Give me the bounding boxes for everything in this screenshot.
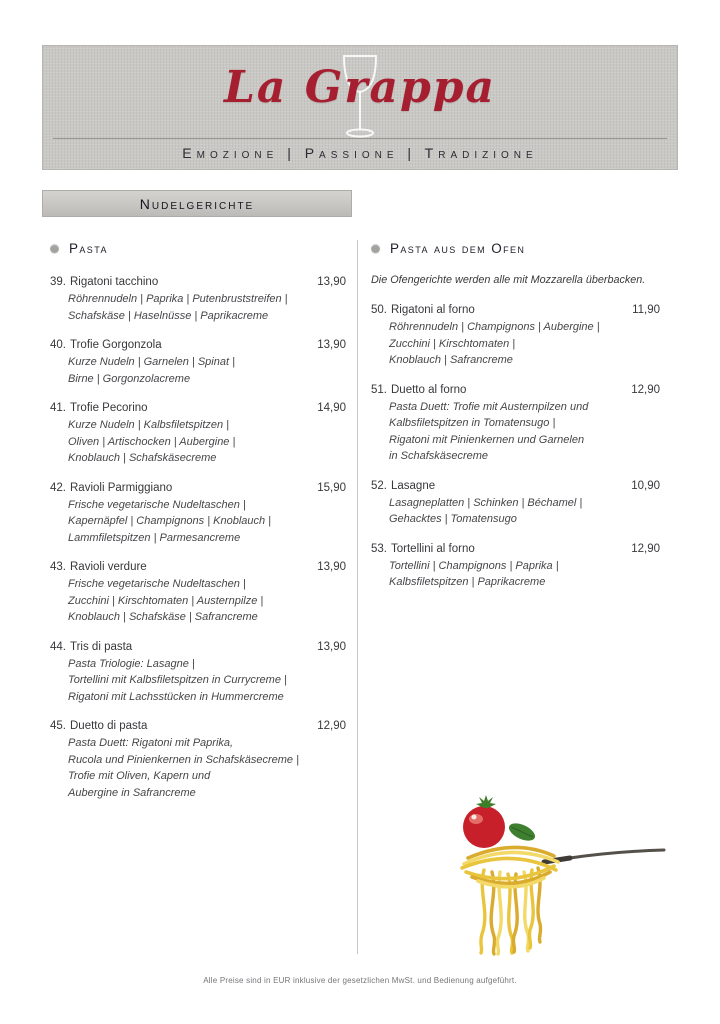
menu-item-head	[50, 639, 346, 656]
item-description-line: Kalbsfiletspitzen in Tomatensugo |	[389, 417, 556, 429]
item-name: Lasagne	[391, 479, 436, 492]
item-name: Tortellini al forno	[391, 542, 475, 555]
item-price: 13,90	[317, 276, 346, 288]
item-price: 12,90	[317, 720, 346, 732]
item-description-line: Kalbsfiletspitzen | Paprikacreme	[389, 576, 546, 588]
menu-item-head	[371, 382, 660, 399]
item-description	[50, 497, 346, 547]
item-name: Rigatoni al forno	[391, 304, 475, 316]
item-description-line: Röhrennudeln | Champignons | Aubergine |	[389, 321, 600, 333]
item-description-line: Röhrennudeln | Paprika | Putenbruststreifen |	[68, 293, 288, 305]
oven-note: Die Ofengerichte werden alle mit Mozzarella überbacken.	[371, 274, 646, 286]
item-description	[371, 399, 660, 465]
menu-item	[50, 337, 346, 387]
item-number: 44.	[50, 640, 66, 653]
pasta-column-title: Pasta	[69, 240, 108, 256]
menu-item-head	[371, 302, 660, 319]
menu-item	[50, 400, 346, 467]
item-number: 40.	[50, 339, 66, 351]
item-description-line: in Schafskäsecreme	[389, 450, 489, 462]
item-description-line: Frische vegetarische Nudeltaschen |	[68, 498, 246, 511]
item-title	[371, 541, 475, 558]
item-description-line: Trofie mit Oliven, Kapern und	[68, 770, 211, 782]
restaurant-banner	[42, 45, 678, 170]
menu-item-head	[50, 400, 346, 417]
price-disclaimer: Alle Preise sind in EUR inklusive der gesetzlichen MwSt. und Bedienung aufgeführt.	[203, 976, 517, 985]
menu-item	[50, 480, 346, 547]
menu-item-head	[371, 478, 660, 495]
item-description	[50, 417, 346, 467]
item-name: Duetto di pasta	[70, 720, 148, 732]
oven-item-list	[371, 302, 660, 591]
item-title	[371, 478, 435, 495]
restaurant-logo: La Grappa	[223, 62, 497, 113]
item-number: 51.	[371, 383, 387, 396]
item-description-line: Knoblauch | Schafskäse | Safrancreme	[68, 611, 258, 623]
item-description	[371, 319, 660, 369]
section-title: Nudelgerichte	[139, 195, 255, 212]
menu-item	[50, 274, 346, 324]
item-title	[50, 559, 147, 576]
item-description	[50, 656, 346, 706]
item-number: 45.	[50, 720, 66, 732]
item-description-line: Oliven | Artischocken | Aubergine |	[68, 435, 236, 448]
item-description-line: Kurze Nudeln | Garnelen | Spinat |	[68, 356, 235, 368]
item-title	[50, 718, 147, 735]
item-description	[371, 558, 660, 591]
oven-column-title: Pasta aus dem Ofen	[390, 240, 526, 256]
menu-item-head	[50, 718, 346, 735]
item-description-line: Frische vegetarische Nudeltaschen |	[68, 578, 246, 590]
item-price: 14,90	[317, 402, 346, 414]
item-description-line: Pasta Triologie: Lasagne |	[68, 657, 195, 670]
bullet-dot-icon	[371, 244, 380, 253]
menu-item-head	[50, 337, 346, 354]
item-description-line: Kapernäpfel | Champignons | Knoblauch |	[68, 515, 272, 527]
item-description-line: Aubergine in Safrancreme	[68, 786, 196, 799]
menu-item	[50, 639, 346, 706]
oven-pasta-column	[371, 240, 660, 954]
item-title	[371, 382, 466, 399]
item-name: Trofie Pecorino	[70, 402, 148, 414]
item-description-line: Lammfiletspitzen | Parmesancreme	[68, 531, 241, 544]
item-number: 39.	[50, 276, 66, 288]
menu-item	[371, 382, 660, 465]
item-description-line: Pasta Duett: Rigatoni mit Paprika,	[68, 737, 234, 749]
menu-item-head	[50, 559, 346, 576]
menu-item	[371, 478, 660, 528]
item-price: 13,90	[317, 339, 346, 351]
item-name: Trofie Gorgonzola	[70, 339, 162, 351]
item-name: Duetto al forno	[391, 383, 467, 396]
item-description	[50, 576, 346, 626]
item-description-line: Schafskäse | Haselnüsse | Paprikacreme	[68, 309, 269, 322]
item-description-line: Rigatoni mit Pinienkernen und Garnelen	[389, 433, 585, 446]
pasta-column	[50, 240, 346, 954]
item-description-line: Pasta Duett: Trofie mit Austernpilzen und	[389, 400, 589, 413]
item-description-line: Zucchini | Kirschtomaten | Austernpilze |	[68, 594, 264, 607]
item-name: Ravioli verdure	[70, 561, 147, 573]
item-price: 11,90	[632, 304, 660, 316]
item-description-line: Kurze Nudeln | Kalbsfiletspitzen |	[68, 419, 230, 431]
item-price: 15,90	[317, 481, 346, 494]
menu-item	[371, 541, 660, 591]
oven-column-header	[371, 240, 660, 256]
menu-item-head	[50, 480, 346, 497]
item-description-line: Tortellini mit Kalbsfiletspitzen in Currycreme |	[68, 674, 287, 686]
item-description-line: Rucola und Pinienkernen in Schafskäsecreme |	[68, 753, 299, 766]
item-price: 13,90	[317, 561, 346, 573]
item-title	[50, 480, 172, 497]
spaghetti-fork-illustration	[426, 792, 666, 962]
item-number: 43.	[50, 561, 66, 573]
item-number: 52.	[371, 479, 387, 492]
menu-item	[50, 718, 346, 801]
item-price: 10,90	[631, 479, 660, 492]
item-price: 13,90	[317, 640, 346, 653]
item-title	[50, 639, 132, 656]
item-title	[50, 337, 162, 354]
item-number: 42.	[50, 481, 66, 494]
item-description	[50, 291, 346, 324]
menu-item	[371, 302, 660, 369]
item-description	[50, 354, 346, 387]
item-description	[371, 495, 660, 528]
pasta-column-header	[50, 240, 346, 256]
pasta-item-list	[50, 274, 346, 801]
restaurant-tagline: Emozione | Passione | Tradizione	[182, 145, 538, 161]
item-description-line: Birne | Gorgonzolacreme	[68, 372, 191, 385]
item-description-line: Gehacktes | Tomatensugo	[389, 513, 517, 525]
item-name: Tris di pasta	[70, 640, 133, 653]
item-description-line: Tortellini | Champignons | Paprika |	[389, 559, 559, 572]
item-description-line: Zucchini | Kirschtomaten |	[389, 337, 516, 350]
item-description-line: Knoblauch | Schafskäsecreme	[68, 452, 217, 464]
item-description-line: Rigatoni mit Lachsstücken in Hummercreme	[68, 690, 284, 703]
menu-item	[50, 559, 346, 626]
item-title	[50, 400, 148, 417]
menu-item-head	[50, 274, 346, 291]
menu-item-head	[371, 541, 660, 558]
item-price: 12,90	[631, 542, 660, 555]
menu-columns	[50, 240, 660, 954]
item-name: Rigatoni tacchino	[70, 276, 159, 288]
item-price: 12,90	[631, 383, 660, 396]
banner-divider-line	[53, 138, 667, 139]
item-description	[50, 735, 346, 801]
section-title-bar	[42, 190, 352, 217]
item-number: 53.	[371, 542, 387, 555]
item-number: 41.	[50, 402, 66, 414]
item-description-line: Knoblauch | Safrancreme	[389, 354, 513, 366]
item-title	[50, 274, 158, 291]
item-number: 50.	[371, 304, 387, 316]
bullet-dot-icon	[50, 244, 59, 253]
item-description-line: Lasagneplatten | Schinken | Béchamel |	[389, 496, 583, 509]
column-divider	[357, 240, 358, 954]
item-name: Ravioli Parmiggiano	[70, 481, 173, 494]
item-title	[371, 302, 475, 319]
